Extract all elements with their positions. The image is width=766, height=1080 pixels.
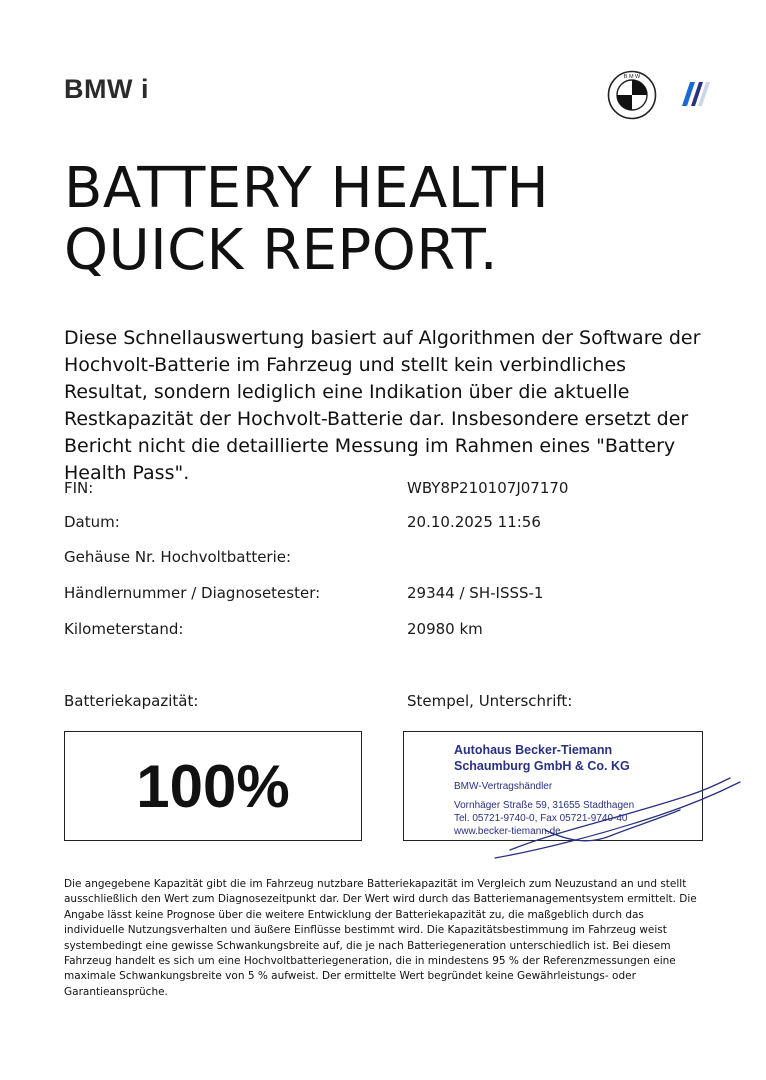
field-row-battery-housing	[64, 548, 704, 572]
bmw-roundel-icon	[607, 70, 657, 120]
capacity-box	[64, 731, 362, 841]
stamp-website: www.becker-tiemann.de	[454, 826, 561, 837]
stamp-subtitle: BMW-Vertragshändler	[454, 781, 553, 792]
stamp-address: Vornhäger Straße 59, 31655 Stadthagen	[454, 800, 635, 811]
report-title-line2: QUICK REPORT.	[64, 218, 499, 283]
field-value: 20.10.2025 11:56	[407, 513, 541, 531]
field-value: 29344 / SH-ISSS-1	[407, 584, 544, 602]
stamp-dealer-company: Schaumburg GmbH & Co. KG	[454, 759, 630, 773]
report-title-line1: BATTERY HEALTH	[64, 156, 550, 221]
stamp-phone: Tel. 05721-9740-0, Fax 05721-9740-40	[454, 813, 628, 824]
field-row-fin	[64, 479, 704, 503]
field-row-mileage	[64, 620, 704, 644]
field-label: Gehäuse Nr. Hochvoltbatterie:	[64, 548, 292, 566]
brand-name: BMW i	[64, 74, 149, 104]
stamp-dealer-name: Autohaus Becker-Tiemann	[454, 743, 613, 757]
field-value: 20980 km	[407, 620, 483, 638]
intro-paragraph: Diese Schnellauswertung basiert auf Algorithmen der Software der Hochvolt-Batterie im Fahrzeug und stellt kein verbindliches Resultat, sondern lediglich eine Indikation über die aktuelle Restkapazität der Hochvolt-Batterie dar. Insbesondere ersetzt der Bericht nicht die detaillierte Messung im Rahmen eines "Battery Health Pass".	[64, 327, 701, 484]
report-title	[64, 158, 549, 282]
handwritten-signature	[450, 770, 750, 870]
field-value: WBY8P210107J07170	[407, 479, 569, 497]
disclaimer-footnote: Die angegebene Kapazität gibt die im Fahrzeug nutzbare Batteriekapazität im Vergleich zum Neuzustand an und stellt ausschließlich den Wert zum Diagnosezeitpunkt dar. Der Wert wird durch das Batteriemanagementsystem ermittelt. Die Angabe lässt keine Prognose über die weitere Entwicklung der Batteriekapazität zu, die maßgeblich durch das individuelle Nutzungsverhalten und äußere Einflüsse bestimmt wird. Die Kapazitätsbestimmung im Fahrzeug weist systembedingt eine gewisse Schwankungsbreite auf, die je nach Batteriegeneration unterschiedlich ist. Bei diesem Fahrzeug handelt es sich um eine Hochvoltbatteriegeneration, die in mindestens 95 % der Referenzmessungen eine maximale Schwankungsbreite von 5 % aufweist. Der ermittelte Wert begründet keine Gewährleistungs- oder Garantieansprüche.	[64, 878, 697, 998]
field-label: Kilometerstand:	[64, 620, 184, 638]
field-label: Händlernummer / Diagnosetester:	[64, 584, 321, 602]
capacity-label: Batteriekapazität:	[64, 692, 199, 710]
capacity-value: 100%	[136, 753, 290, 820]
field-row-dealer	[64, 584, 704, 608]
stamp-label: Stempel, Unterschrift:	[407, 692, 573, 710]
svg-text:B M W: B M W	[623, 74, 641, 81]
field-label: Datum:	[64, 513, 120, 531]
bmw-i-logo-icon	[672, 80, 712, 108]
field-label: FIN:	[64, 479, 94, 497]
field-row-date	[64, 513, 704, 537]
